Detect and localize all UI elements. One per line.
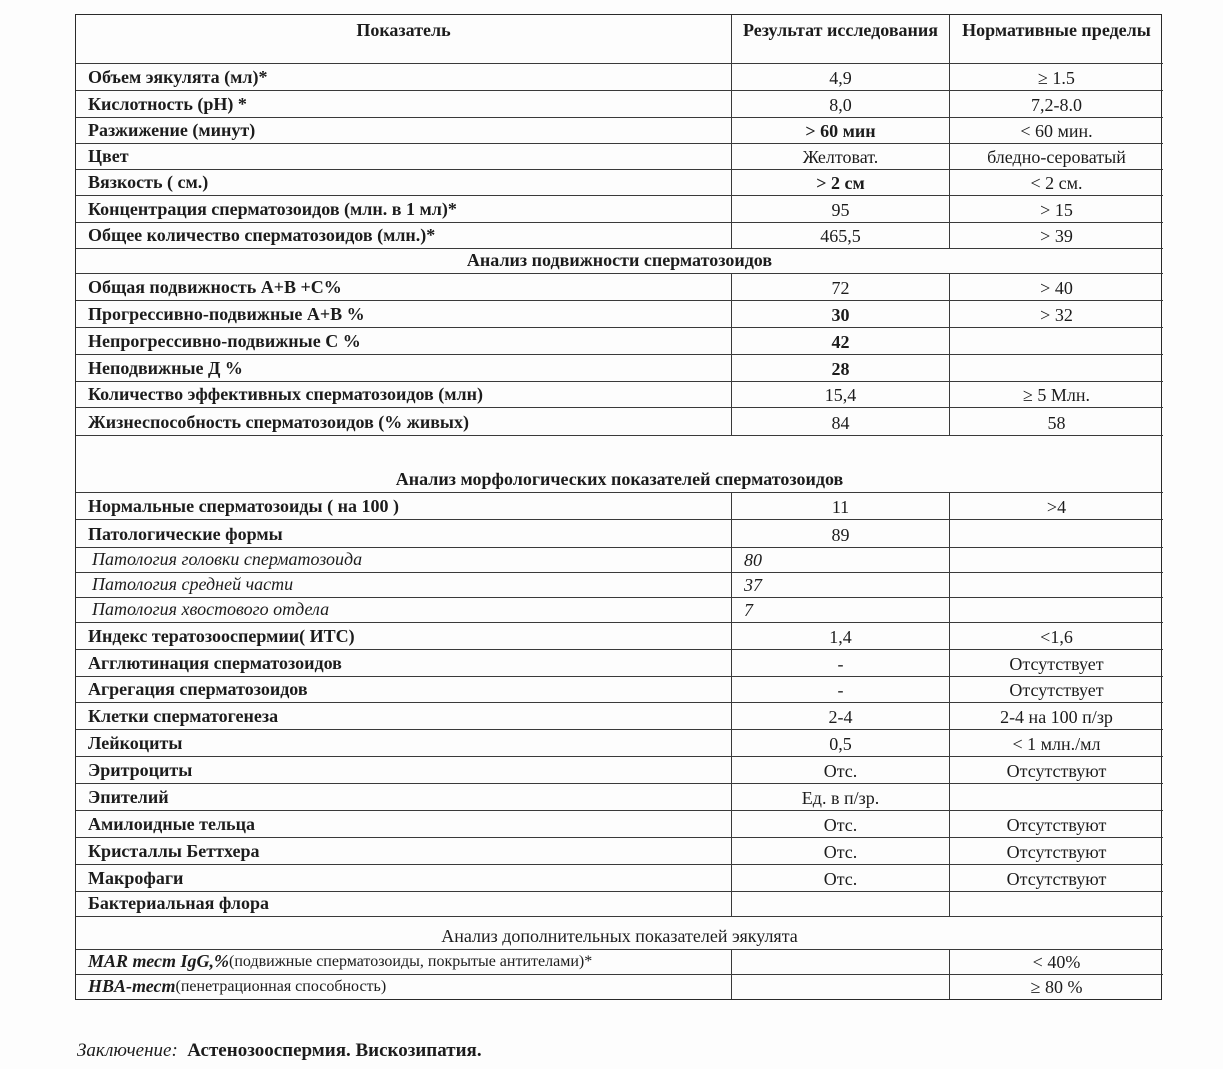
row-result: > 2 см [732, 170, 950, 196]
row-result: 72 [732, 274, 950, 301]
row-result: > 60 мин [732, 118, 950, 144]
row-norm: < 2 см. [950, 170, 1163, 196]
row-norm: > 39 [950, 223, 1163, 249]
header-indicator: Показатель [76, 15, 732, 64]
row-label: Разжижение (минут) [76, 118, 732, 144]
row-result: 2-4 [732, 703, 950, 730]
row-norm: ≥ 5 Млн. [950, 382, 1163, 408]
results-table [75, 14, 1162, 1000]
row-result: 465,5 [732, 223, 950, 249]
row-norm: Отсутствуют [950, 838, 1163, 865]
row-label: Объем эякулята (мл)* [76, 64, 732, 91]
row-result: 42 [732, 328, 950, 355]
pathology-empty [950, 548, 1163, 573]
row-label: Агрегация сперматозоидов [76, 677, 732, 703]
row-label: Количество эффективных сперматозоидов (млн) [76, 382, 732, 408]
conclusion-text: Астенозооспермия. Вискозипатия. [187, 1040, 482, 1061]
row-result: Ед. в п/зр. [732, 784, 950, 811]
row-label: Концентрация сперматозоидов (млн. в 1 мл)* [76, 196, 732, 223]
section-motility: Анализ подвижности сперматозоидов [76, 249, 1163, 274]
header-norm: Нормативные пределы [950, 15, 1163, 64]
row-norm: ≥ 1.5 [950, 64, 1163, 91]
row-label: Жизнеспособность сперматозоидов (% живых) [76, 408, 732, 436]
row-norm: Отсутствуют [950, 757, 1163, 784]
row-result: Отс. [732, 757, 950, 784]
row-norm: <1,6 [950, 623, 1163, 650]
row-label: Эритроциты [76, 757, 732, 784]
row-label: Цвет [76, 144, 732, 170]
additional-test-desc: (пенетрационная способность) [175, 978, 387, 995]
conclusion-label: Заключение: [77, 1040, 178, 1061]
row-label: Макрофаги [76, 865, 732, 892]
row-label: Бактериальная флора [76, 892, 732, 917]
row-label: Кристаллы Беттхера [76, 838, 732, 865]
row-norm: > 32 [950, 301, 1163, 328]
row-norm: < 1 млн./мл [950, 730, 1163, 757]
pathology-value: 80 [732, 548, 950, 573]
row-label: Лейкоциты [76, 730, 732, 757]
row-result: 28 [732, 355, 950, 382]
additional-norm: ≥ 80 % [1030, 977, 1083, 997]
header-result: Результат исследования [732, 15, 950, 64]
row-norm: 7,2-8.0 [950, 91, 1163, 118]
row-norm: Отсутствует [950, 650, 1163, 677]
pathology-value: 7 [732, 598, 950, 623]
row-norm [950, 784, 1163, 811]
conclusion [77, 1040, 482, 1062]
additional-test-name: MAR тест IgG,% [88, 951, 230, 971]
row-norm: Отсутствуют [950, 865, 1163, 892]
row-label: Общее количество сперматозоидов (млн.)* [76, 223, 732, 249]
row-norm: >4 [950, 493, 1163, 520]
row-result: 4,9 [732, 64, 950, 91]
row-norm: Отсутствует [950, 677, 1163, 703]
row-label: Вязкость ( см.) [76, 170, 732, 196]
row-result: Отс. [732, 865, 950, 892]
row-label: Нормальные сперматозоиды ( на 100 ) [76, 493, 732, 520]
row-label: Патологические формы [76, 520, 732, 548]
row-label: Агглютинация сперматозоидов [76, 650, 732, 677]
pathology-label: Патология средней части [76, 573, 732, 598]
additional-label [76, 975, 732, 999]
section-additional: Анализ дополнительных показателей эякулята [76, 917, 1163, 950]
row-norm: бледно-сероватый [950, 144, 1163, 170]
additional-norm: < 40% [950, 950, 1163, 975]
row-norm: < 60 мин. [950, 118, 1163, 144]
row-label: Индекс тератозооспермии( ИТС) [76, 623, 732, 650]
row-result: - [732, 677, 950, 703]
row-norm [950, 892, 1163, 917]
row-norm [950, 355, 1163, 382]
additional-result [732, 975, 950, 999]
row-result [732, 892, 950, 917]
row-result: 8,0 [732, 91, 950, 118]
row-label: Амилоидные тельца [76, 811, 732, 838]
additional-test-name: HBA-тест [88, 976, 176, 996]
row-result: 95 [732, 196, 950, 223]
row-norm: > 40 [950, 274, 1163, 301]
pathology-value: 37 [732, 573, 950, 598]
row-result: 0,5 [732, 730, 950, 757]
pathology-empty [950, 573, 1163, 598]
row-norm: > 15 [950, 196, 1163, 223]
row-result: 11 [732, 493, 950, 520]
row-result: Желтоват. [732, 144, 950, 170]
row-label: Общая подвижность А+В +С% [76, 274, 732, 301]
row-norm [950, 520, 1163, 548]
row-label: Неподвижные Д % [76, 355, 732, 382]
row-norm: 58 [950, 408, 1163, 436]
pathology-empty [950, 598, 1163, 623]
row-result: 15,4 [732, 382, 950, 408]
row-result: Отс. [732, 811, 950, 838]
row-result: 30 [732, 301, 950, 328]
row-label: Клетки сперматогенеза [76, 703, 732, 730]
row-result: Отс. [732, 838, 950, 865]
row-norm: 2-4 на 100 п/зр [950, 703, 1163, 730]
pathology-label: Патология хвостового отдела [76, 598, 732, 623]
row-norm [950, 328, 1163, 355]
row-label: Непрогрессивно-подвижные С % [76, 328, 732, 355]
row-result: - [732, 650, 950, 677]
row-label: Кислотность (рН) * [76, 91, 732, 118]
row-label: Прогрессивно-подвижные А+В % [76, 301, 732, 328]
row-label: Эпителий [76, 784, 732, 811]
additional-label [76, 950, 732, 975]
row-norm: Отсутствуют [950, 811, 1163, 838]
row-result: 1,4 [732, 623, 950, 650]
row-result: 89 [732, 520, 950, 548]
pathology-label: Патология головки сперматозоида [76, 548, 732, 573]
row-result: 84 [732, 408, 950, 436]
additional-test-desc: (подвижные сперматозоиды, покрытые антителами)* [229, 953, 593, 970]
section-morphology: Анализ морфологических показателей сперматозоидов [76, 436, 1163, 493]
additional-result [732, 950, 950, 975]
